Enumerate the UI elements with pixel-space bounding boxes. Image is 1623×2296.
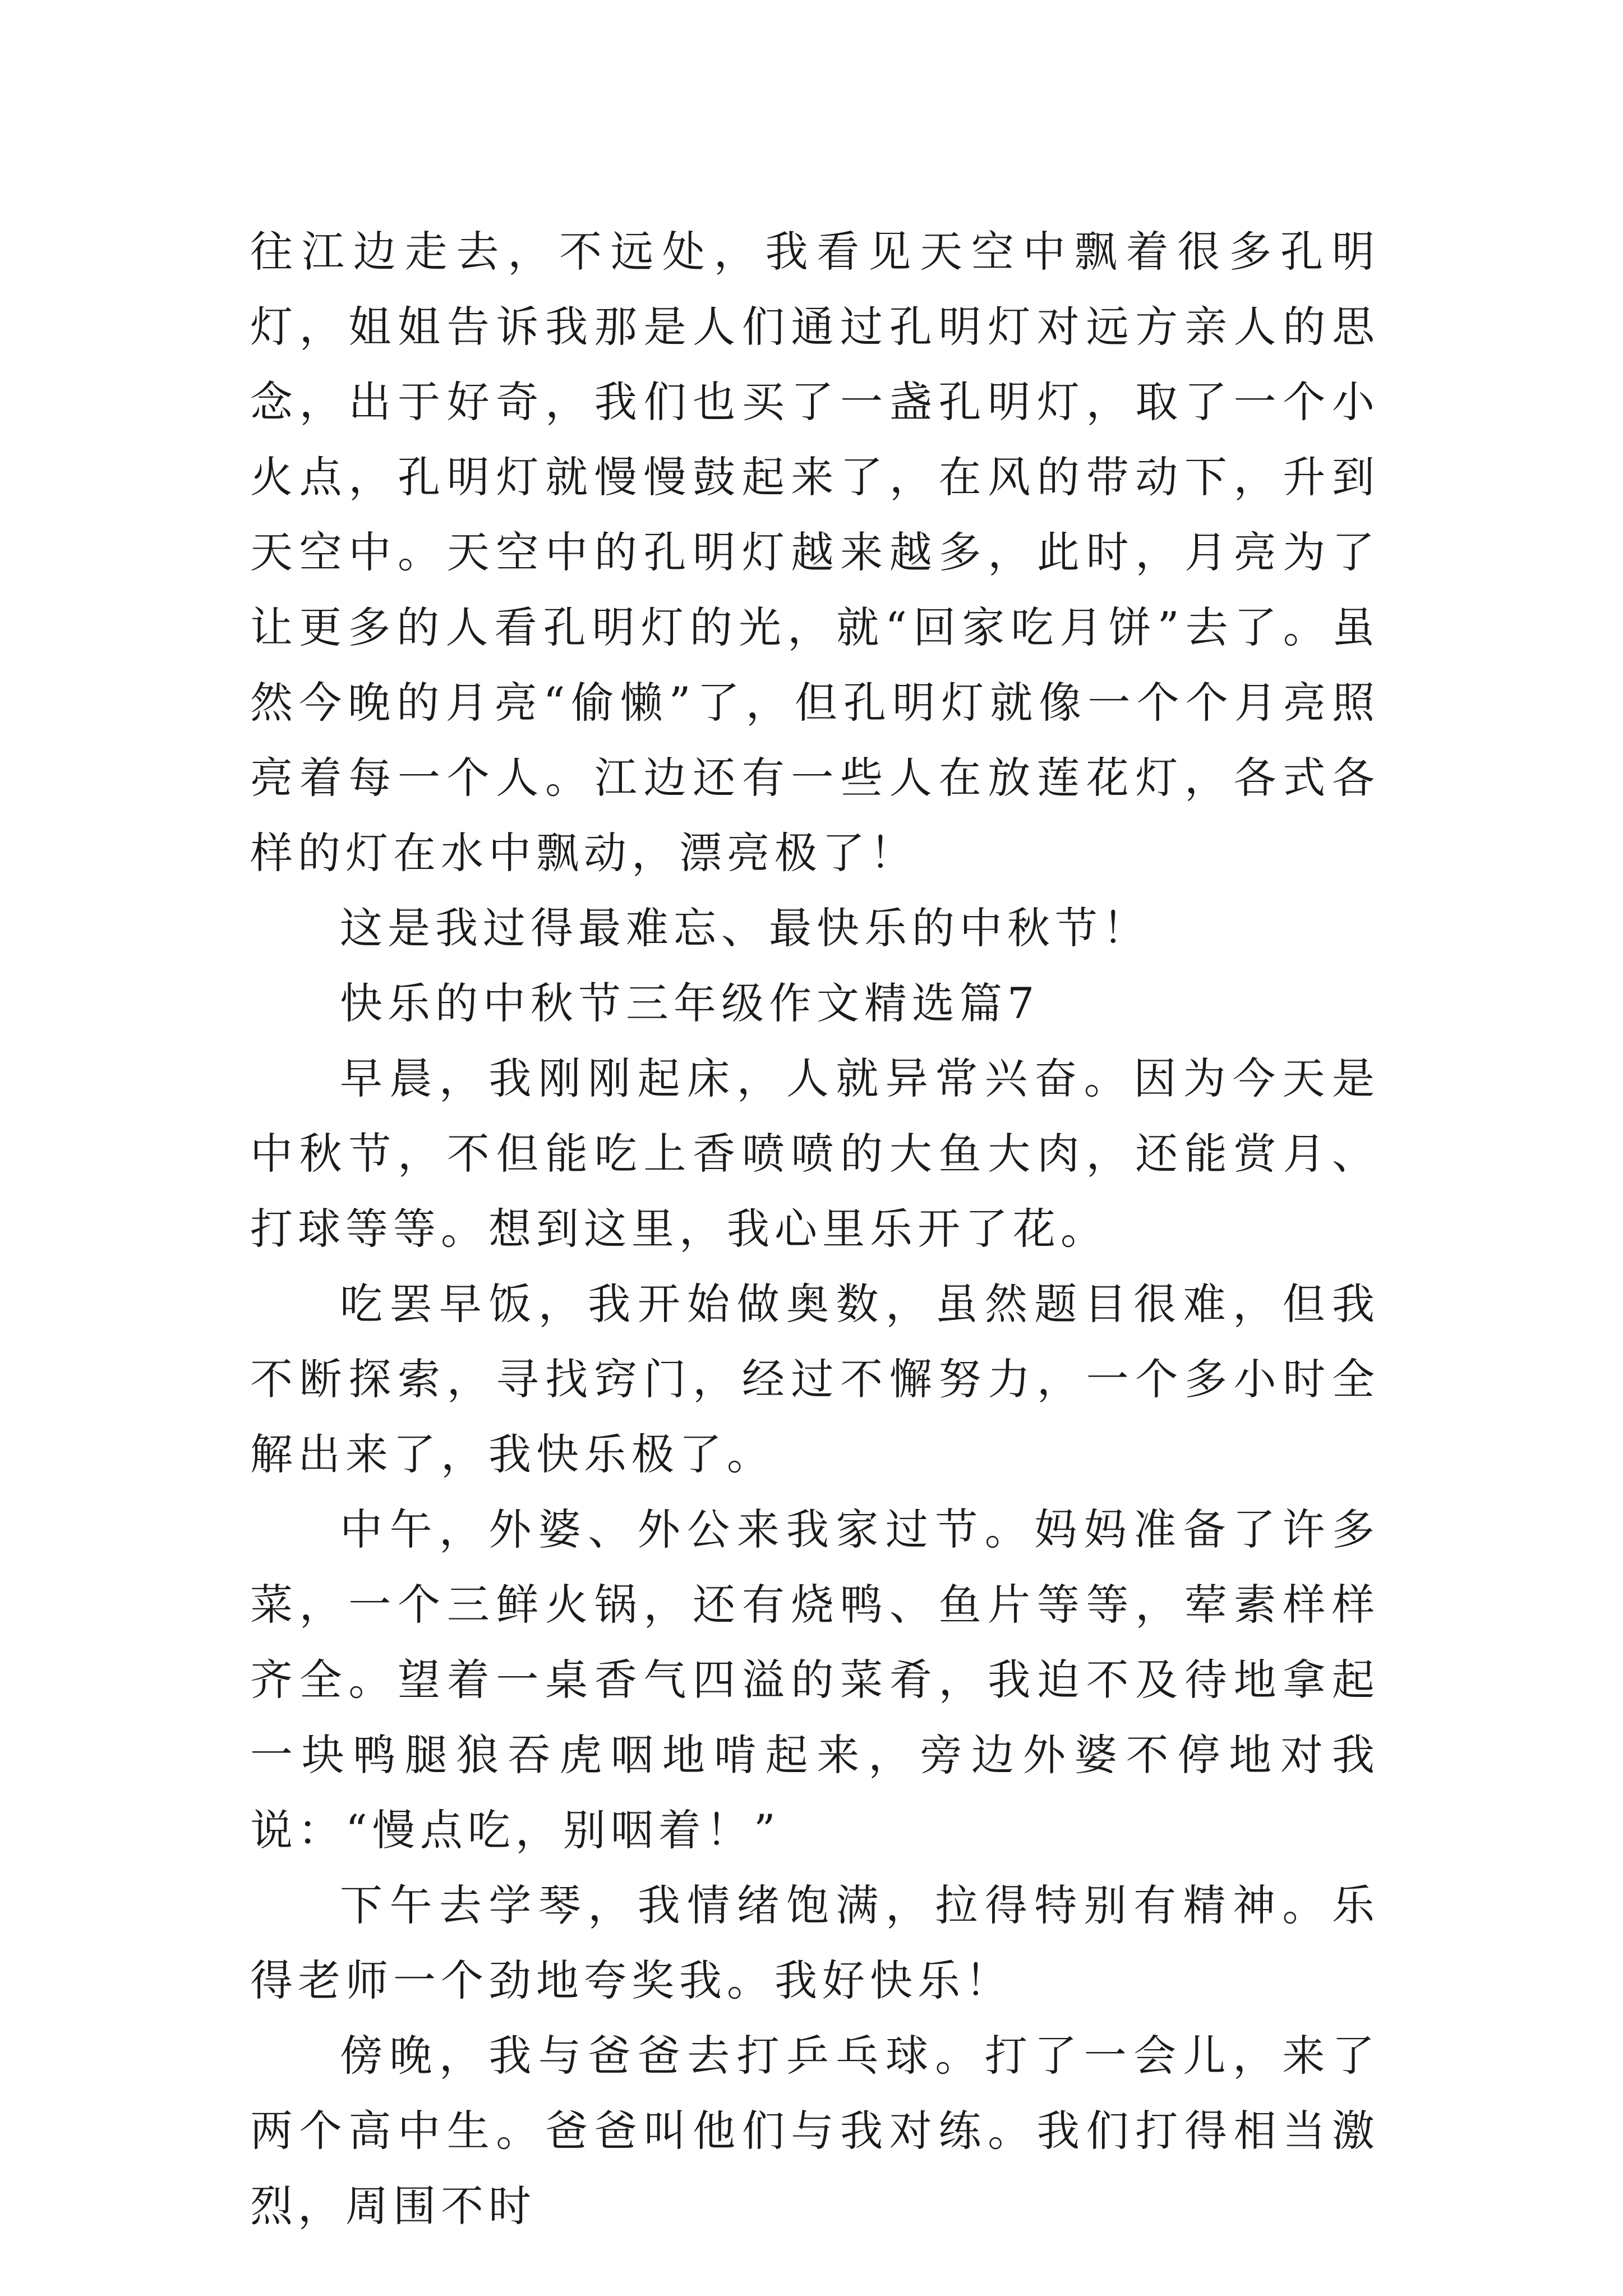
paragraph-4: 吃罢早饭，我开始做奥数，虽然题目很难，但我不断探索，寻找窍门，经过不懈努力，一个多小时全解出来了，我快乐极了。 [250, 1279, 1380, 1479]
paragraph-2: 这是我过得最难忘、最快乐的中秋节！ [340, 903, 1150, 953]
paragraph-3: 早晨，我刚刚起床，人就异常兴奋。因为今天是中秋节，不但能吃上香喷喷的大鱼大肉，还能赏月、打球等等。想到这里，我心里乐开了花。 [250, 1053, 1380, 1254]
paragraph-5: 中午，外婆、外公来我家过节。妈妈准备了许多菜，一个三鲜火锅，还有烧鸭、鱼片等等，荤素样样齐全。望着一桌香气四溢的菜肴，我迫不及待地拿起一块鸭腿狼吞虎咽地啃起来，旁边外婆不停地对我说：“慢点吃，别咽着！” [250, 1504, 1380, 1855]
article-body [250, 214, 1380, 2244]
paragraph-7: 傍晚，我与爸爸去打乒乓球。打了一会儿，来了两个高中生。爸爸叫他们与我对练。我们打得相当激烈，周围不时 [250, 2031, 1380, 2231]
paragraph-1: 往江边走去，不远处，我看见天空中飘着很多孔明灯，姐姐告诉我那是人们通过孔明灯对远方亲人的思念，出于好奇，我们也买了一盏孔明灯，取了一个小火点，孔明灯就慢慢鼓起来了，在风的带动下，升到天空中。天空中的孔明灯越来越多，此时，月亮为了让更多的人看孔明灯的光，就“回家吃月饼”去了。虽然今晚的月亮“偷懒”了，但孔明灯就像一个个月亮照亮着每一个人。江边还有一些人在放莲花灯，各式各样的灯在水中飘动，漂亮极了！ [250, 227, 1380, 878]
section-heading: 快乐的中秋节三年级作文精选篇7 [340, 978, 1040, 1028]
paragraph-6: 下午去学琴，我情绪饱满，拉得特别有精神。乐得老师一个劲地夸奖我。我好快乐！ [250, 1880, 1380, 2005]
